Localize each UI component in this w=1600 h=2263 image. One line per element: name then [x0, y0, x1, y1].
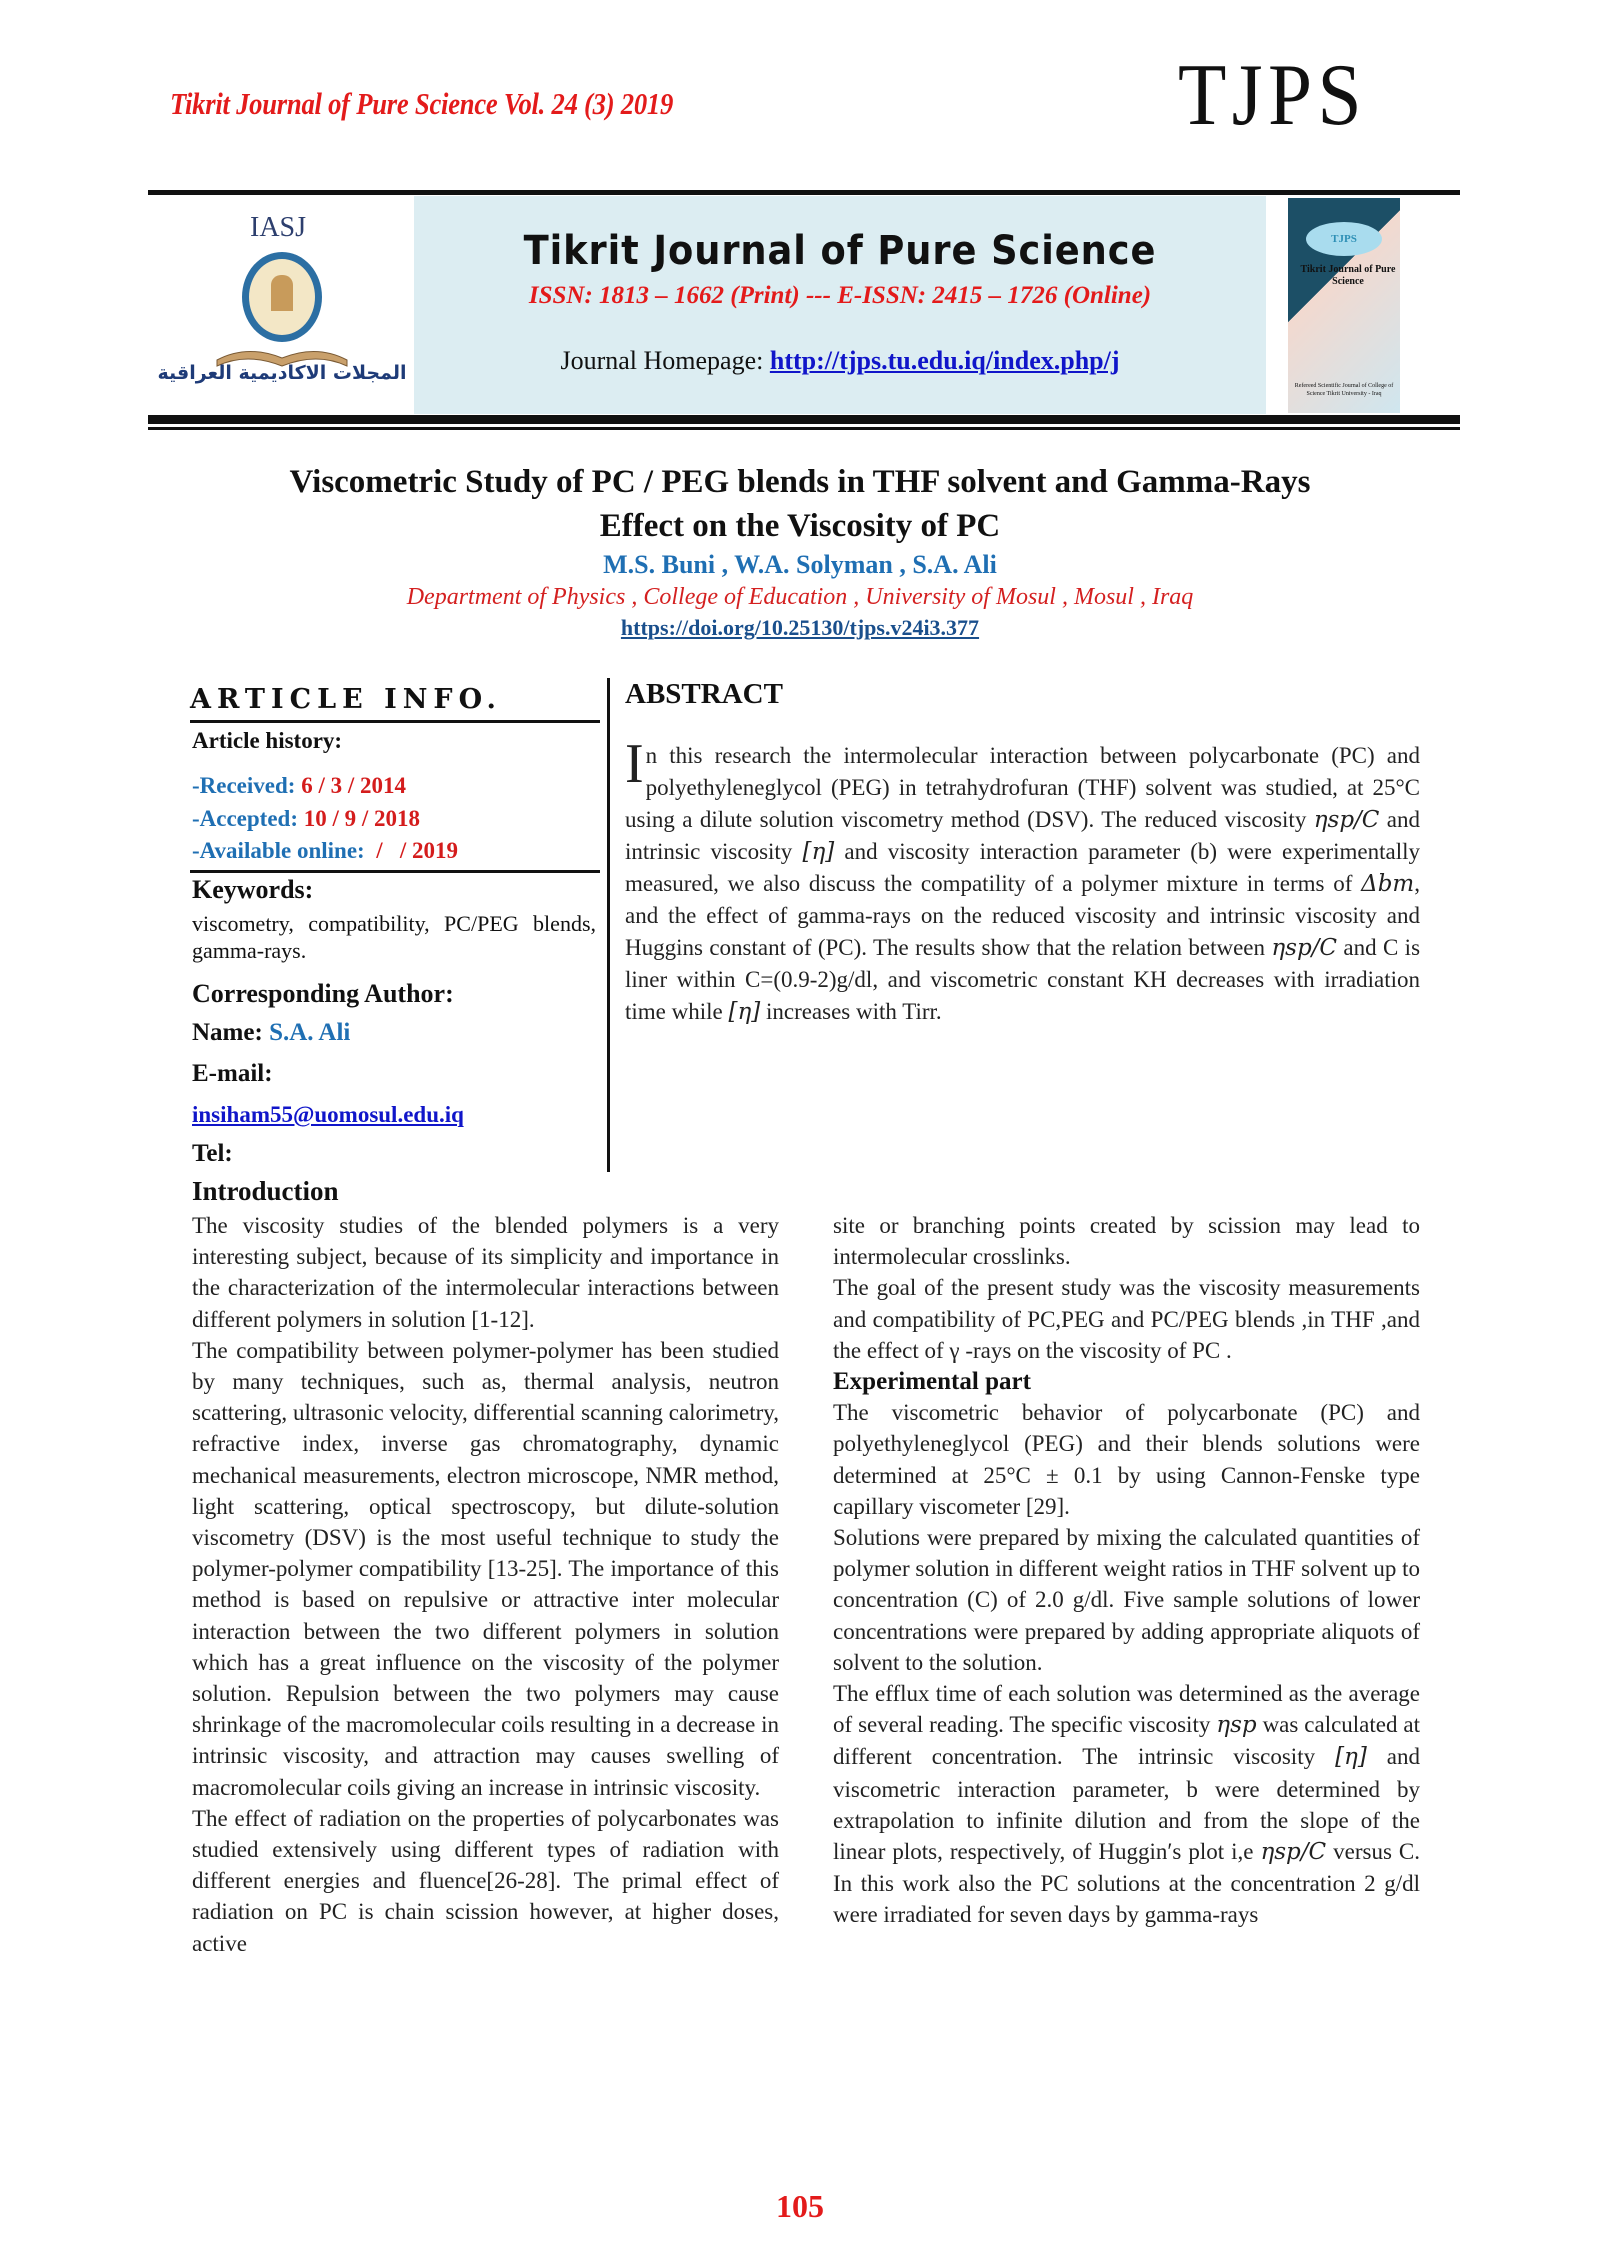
abstract-text-3: and viscosity interaction parameter (b) were experimentally measured, we also discuss the compatility of a polymer mixture in terms of	[625, 839, 1420, 896]
homepage-link[interactable]: http://tjps.tu.edu.iq/index.php/j	[769, 346, 1120, 375]
intrinsic-viscosity-symbol-3: [η]	[1335, 1744, 1367, 1771]
cover-title: Tikrit Journal of Pure Science	[1300, 264, 1396, 287]
issn-line: ISSN: 1813 – 1662 (Print) --- E-ISSN: 2415 – 1726 (Online)	[528, 282, 1152, 309]
abstract-text-4: , and the effect of gamma-rays on the reduced viscosity and intrinsic viscosity and Huggins constant of (PC). The results show that the relation between	[625, 871, 1420, 960]
body-column-right	[833, 1210, 1420, 1931]
intrinsic-viscosity-symbol: [η]	[802, 839, 835, 865]
journal-cover-thumbnail[interactable]	[1288, 198, 1400, 413]
abstract-body	[625, 733, 1421, 1028]
article-info-rule	[190, 720, 600, 723]
reduced-viscosity-symbol-2: ηsp/C	[1271, 935, 1338, 961]
accepted-label: -Accepted:	[192, 806, 299, 831]
column-divider	[607, 678, 610, 1172]
tel-label: Tel:	[192, 1140, 233, 1167]
exp-text-b: was calculated at different concentration. The intrinsic viscosity	[833, 1712, 1421, 1770]
name-label: Name:	[192, 1019, 263, 1046]
iasj-emblem-icon	[242, 252, 322, 342]
exp-text-c: and viscometric interaction parameter, b were determined by extrapolation to infinite dilution and from the slope of the linear plots, respectively, of Huggin′s plot i,e	[833, 1744, 1421, 1865]
experimental-paragraph-3	[833, 1678, 1420, 1931]
banner-bottom-rule-thin	[148, 427, 1460, 430]
online-label: -Available online:	[192, 838, 365, 863]
running-header-journal: Tikrit Journal of Pure Science Vol. 24 (3) 2019	[170, 86, 674, 121]
email-link[interactable]: insiham55@uomosul.edu.iq	[192, 1102, 464, 1127]
iasj-logo[interactable]	[150, 200, 412, 412]
exp-text-d: versus C. In this work also the PC solutions at the concentration 2 g/dl were irradiated for seven days by gamma-rays	[833, 1839, 1420, 1928]
article-title	[150, 460, 1450, 548]
delta-b-symbol: Δbm	[1361, 871, 1415, 897]
abstract-drop-cap: I	[625, 733, 644, 795]
name-row	[192, 1019, 350, 1047]
journal-name: Tikrit Journal of Pure Science	[523, 228, 1157, 274]
article-affiliation: Department of Physics , College of Education , University of Mosul , Mosul , Iraq	[406, 584, 1194, 610]
intro-paragraph-5: The goal of the present study was the viscosity measurements and compatibility of PC,PEG and PC/PEG blends ,in THF ,and the effect of γ -rays on the viscosity of PC .	[833, 1275, 1420, 1363]
doi-link[interactable]: https://doi.org/10.25130/tjps.v24i3.377	[620, 615, 980, 640]
journal-homepage	[414, 346, 1266, 376]
email-label: E-mail:	[192, 1060, 273, 1087]
reduced-viscosity-symbol: ηsp/C	[1313, 807, 1380, 833]
article-doi	[150, 615, 1450, 641]
email-row	[192, 1102, 464, 1128]
tjps-logo-text: TJPS	[1178, 47, 1367, 144]
title-line-2: Effect on the Viscosity of PC	[599, 508, 1001, 544]
experimental-paragraph-1: The viscometric behavior of polycarbonate (PC) and polyethyleneglycol (PEG) and their blends solutions were determined at 25°C ± 0.1 by using Cannon-Fenske type capillary viscometer [29].	[833, 1400, 1420, 1519]
cover-oval-logo: TJPS	[1306, 222, 1382, 256]
introduction-heading: Introduction	[192, 1176, 339, 1206]
online-date: / / 2019	[370, 838, 458, 863]
banner-top-rule	[148, 190, 1460, 195]
experimental-paragraph-2: Solutions were prepared by mixing the calculated quantities of polymer solution in different weight ratios in THF solvent up to concentration (C) of 2.0 g/dl. Five sample solutions of lower concentrations were prepared by adding appropriate aliquots of solvent to the solution.	[833, 1525, 1420, 1675]
received-label: -Received:	[192, 773, 296, 798]
received-date: 6 / 3 / 2014	[301, 773, 406, 798]
abstract-text-1: n this research the intermolecular interaction between polycarbonate (PC) and polyethyleneglycol (PEG) in tetrahydrofuran (THF) solvent was studied, at 25°C using a dilute solution viscometry method (DSV). The reduced viscosity	[625, 743, 1420, 832]
intro-paragraph-2: The compatibility between polymer-polymer has been studied by many techniques, such as, thermal analysis, neutron scattering, ultrasonic velocity, differential scanning calorimetry, refractive index, inverse gas chromatography, dynamic mechanical measurements, electron microscope, NMR method, light scattering, optical spectroscopy, but dilute-solution viscometry (DSV) is the most useful technique to study the polymer-polymer compatibility [13-25]. The importance of this method is based on repulsive or attractive inter molecular interaction between the two different polymers in solution which has a great influence on the viscosity of the polymer solution. Repulsion between the two polymers may cause shrinkage of the macromolecular coils resulting in a decrease in intrinsic viscosity, and attraction may causes swelling of macromolecular coils giving an increase in intrinsic viscosity.	[192, 1337, 779, 1800]
homepage-label: Journal Homepage:	[560, 346, 764, 375]
keywords-list: viscometry, compatibility, PC/PEG blends, gamma-rays.	[192, 911, 596, 963]
online-row	[192, 838, 458, 864]
page-number: 105	[776, 2188, 824, 2224]
intro-paragraph-4: site or branching points created by scission may lead to intermolecular crosslinks.	[833, 1213, 1420, 1270]
intro-paragraph-1: The viscosity studies of the blended polymers is a very interesting subject, because of its simplicity and importance in the characterization of the intermolecular interactions between different polymers in solution [1-12].	[192, 1213, 779, 1332]
history-label: Article history:	[192, 728, 343, 753]
exp-text-a: The efflux time of each solution was determined as the average of several reading. The specific viscosity	[833, 1681, 1420, 1738]
banner-bottom-rule	[148, 415, 1460, 424]
title-line-1: Viscometric Study of PC / PEG blends in THF solvent and Gamma-Rays	[289, 464, 1311, 500]
corresponding-author-label: Corresponding Author:	[192, 979, 454, 1008]
iasj-acronym: IASJ	[250, 212, 307, 243]
keywords-label: Keywords:	[192, 875, 314, 904]
name-value: S.A. Ali	[269, 1019, 351, 1046]
received-row	[192, 773, 406, 799]
article-info-heading: ARTICLE INFO.	[190, 684, 502, 715]
abstract-text-2: and intrinsic viscosity	[625, 807, 1421, 864]
body-column-left	[192, 1210, 779, 1959]
specific-viscosity-symbol: ηsp	[1216, 1712, 1257, 1739]
cover-footer: Refereed Scientific Journal of College of Science Tikrit University - Iraq	[1294, 383, 1394, 397]
abstract-text-5: and C is liner within C=(0.9-2)g/dl, and viscometric constant KH decreases with irradiation time while	[625, 935, 1421, 1024]
keywords-rule	[190, 870, 600, 873]
reduced-viscosity-symbol-3: ηsp/C	[1260, 1839, 1327, 1866]
article-authors: M.S. Buni , W.A. Solyman , S.A. Ali	[603, 550, 997, 579]
accepted-date: 10 / 9 / 2018	[303, 806, 421, 831]
iasj-arabic-name: المجلات الاكاديمية العراقية	[157, 362, 407, 384]
experimental-heading: Experimental part	[833, 1368, 1031, 1396]
intro-paragraph-3: The effect of radiation on the properties of polycarbonates was studied extensively using different types of radiation with different energies and fluence[26-28]. The primal effect of radiation on PC is chain scission however, at higher doses, active	[192, 1805, 779, 1956]
abstract-text-6: increases with Tirr.	[765, 999, 942, 1024]
accepted-row	[192, 806, 420, 832]
intrinsic-viscosity-symbol-2: [η]	[728, 999, 761, 1025]
abstract-heading: ABSTRACT	[625, 678, 783, 710]
